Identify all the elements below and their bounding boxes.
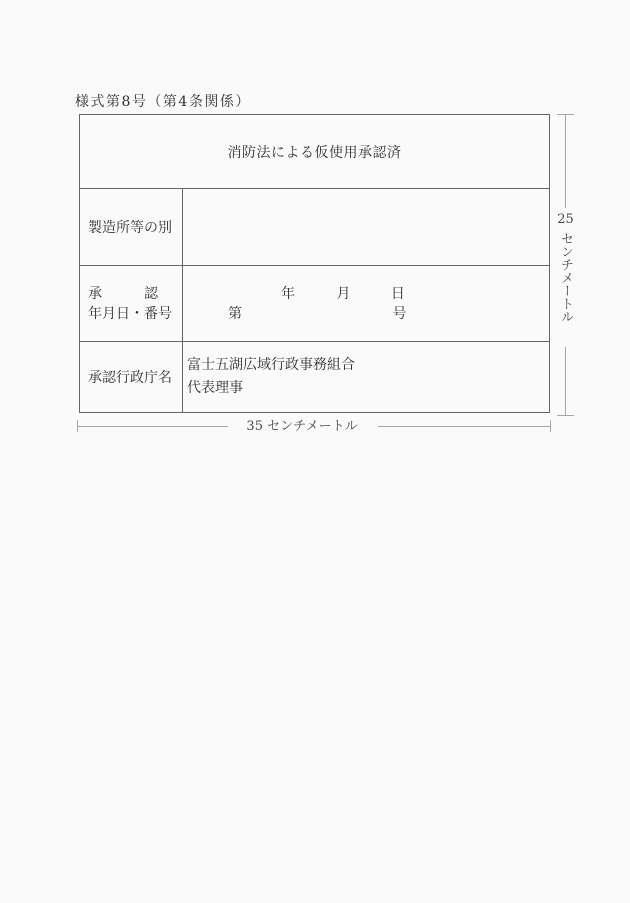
form-number-label: 様式第8号（第4条関係） <box>75 94 251 110</box>
dimension-line-left <box>78 426 228 427</box>
dimension-line-upper <box>565 115 566 208</box>
table-row-approving-agency <box>80 342 550 413</box>
width-dimension-annotation <box>77 420 551 434</box>
approval-form-table <box>79 114 550 413</box>
agency-label: 承認行政庁名 <box>88 370 172 386</box>
facility-type-label: 製造所等の別 <box>88 220 172 236</box>
approval-label-line1: 承 認 <box>88 285 158 302</box>
facility-type-label-cell <box>80 189 183 266</box>
form-header-cell <box>80 115 550 189</box>
width-dimension-label: 35 センチメートル <box>246 419 358 434</box>
approval-label-line2: 年月日・番号 <box>88 305 172 322</box>
approval-date-line <box>183 284 549 304</box>
agency-label-cell <box>80 342 183 413</box>
height-dimension-annotation <box>557 114 574 416</box>
facility-type-value-cell <box>183 189 550 266</box>
approval-number-line <box>183 304 549 324</box>
number-suffix: 号 <box>392 305 407 322</box>
dimension-line-lower <box>565 347 566 415</box>
dimension-line-right <box>378 426 550 427</box>
agency-organization-name: 富士五湖広域行政事務組合 <box>187 357 355 373</box>
height-unit: センチメートル <box>558 232 573 323</box>
table-row-facility-type <box>80 189 550 266</box>
approval-value-cell <box>183 266 550 342</box>
agency-value-cell <box>183 342 550 413</box>
table-row-approval-date-number <box>80 266 550 342</box>
agency-representative-title: 代表理事 <box>187 380 243 396</box>
form-header-text: 消防法による仮使用承認済 <box>227 144 402 161</box>
day-placeholder: 日 <box>390 285 405 302</box>
month-placeholder: 月 <box>336 285 351 302</box>
height-value: 25 <box>557 212 574 227</box>
dimension-cap-bottom <box>557 415 574 416</box>
table-row-header <box>80 115 550 189</box>
number-prefix: 第 <box>228 305 242 322</box>
year-placeholder: 年 <box>281 285 295 302</box>
approval-label-cell <box>80 266 183 342</box>
height-dimension-label <box>557 212 574 327</box>
dimension-cap-right <box>550 420 551 432</box>
